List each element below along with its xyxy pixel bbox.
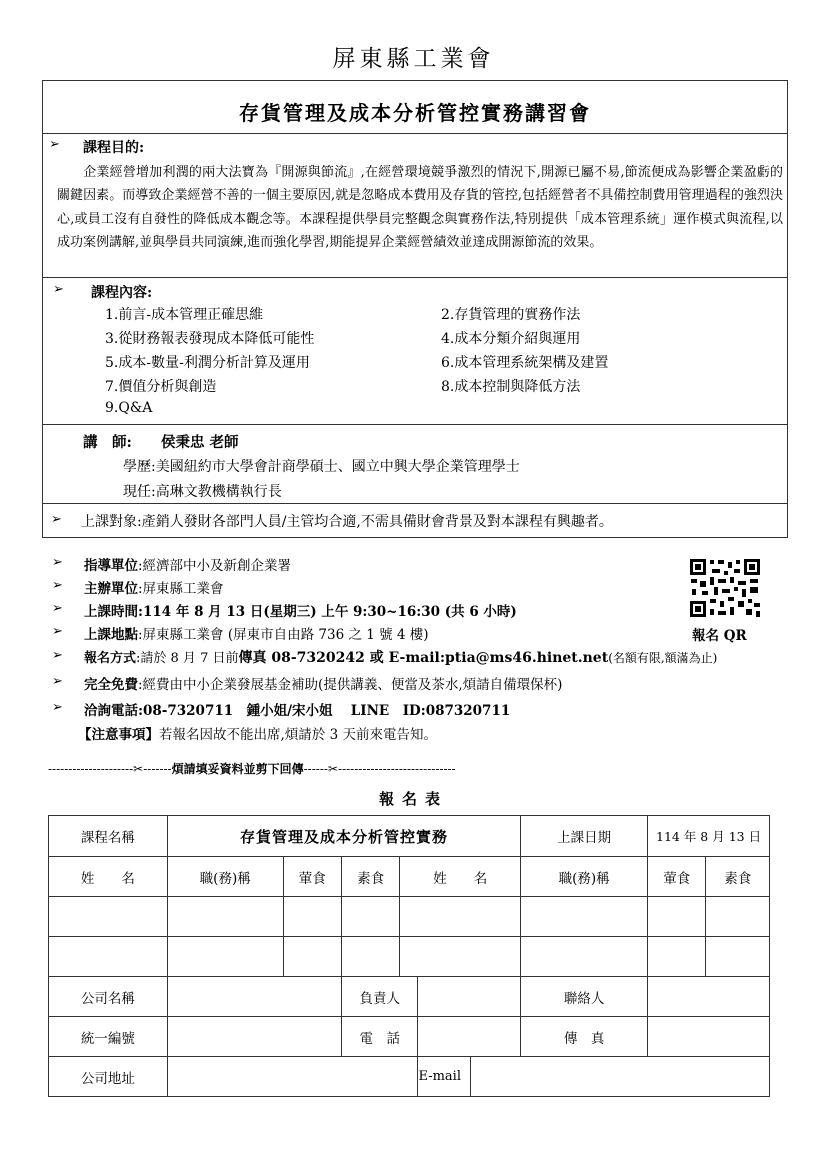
- arrow-bullet-icon: ➢: [52, 555, 63, 570]
- veg-field[interactable]: [706, 897, 770, 937]
- name-header: 姓 名: [49, 857, 168, 897]
- content-item: 6.成本管理系統架構及建置: [441, 355, 609, 371]
- position-header: 職(務)稱: [167, 857, 283, 897]
- name-field[interactable]: [49, 937, 168, 977]
- qr-caption: 報名 QR: [692, 628, 747, 644]
- content-item: 8.成本控制與降低方法: [441, 379, 581, 395]
- veg-field[interactable]: [341, 937, 399, 977]
- class-date-value: 114 年 8 月 13 日: [648, 816, 770, 857]
- class-time: 上課時間:114 年 8 月 13 日(星期三) 上午 9:30~16:30 (共 6 小時): [84, 604, 517, 620]
- owner-field[interactable]: [418, 977, 521, 1017]
- phone-field[interactable]: [418, 1017, 521, 1057]
- guide-unit: 指導單位:經濟部中小及新創企業署: [84, 558, 292, 574]
- cut-line: ---------------------✂-------煩請填妥資料並剪下回傳------✂-----------------------------: [48, 762, 456, 776]
- instructor-name: 侯秉忠 老師: [161, 434, 239, 451]
- veg-field[interactable]: [706, 937, 770, 977]
- name-field[interactable]: [400, 937, 521, 977]
- name-field[interactable]: [49, 897, 168, 937]
- arrow-bullet-icon: ➢: [52, 578, 63, 593]
- course-info-box: [42, 80, 788, 538]
- instructor-education: 學歷:美國紐約市大學會計商學碩士、國立中興大學企業管理學士: [123, 459, 520, 475]
- contact-person-label: 聯絡人: [521, 977, 648, 1017]
- arrow-bullet-icon: ➢: [52, 601, 63, 616]
- owner-label: 負責人: [341, 977, 418, 1017]
- class-location: 上課地點:屏東縣工業會 (屏東市自由路 736 之 1 號 4 樓): [84, 627, 429, 643]
- contact-person-field[interactable]: [648, 977, 770, 1017]
- tax-id-field[interactable]: [167, 1017, 341, 1057]
- arrow-bullet-icon: ➢: [52, 648, 63, 663]
- arrow-bullet-icon: ➢: [49, 137, 60, 152]
- signup-method: 報名方式:請於 8 月 7 日前傳真 08-7320242 或 E-mail:ptia@ms46.hinet.net(名額有限,額滿為止): [84, 650, 718, 666]
- divider: [43, 503, 787, 504]
- class-date-label: 上課日期: [521, 816, 648, 857]
- company-address-field[interactable]: [167, 1057, 418, 1097]
- position-header: 職(務)稱: [521, 857, 648, 897]
- registration-form: [48, 815, 770, 1097]
- meat-field[interactable]: [283, 897, 341, 937]
- divider: [43, 424, 787, 425]
- table-row: [49, 937, 770, 977]
- fax-label: 傳 真: [521, 1017, 648, 1057]
- position-field[interactable]: [167, 937, 283, 977]
- arrow-bullet-icon: ➢: [52, 624, 63, 639]
- content-heading: 課程內容:: [91, 285, 153, 301]
- position-field[interactable]: [521, 897, 648, 937]
- host-unit: 主辦單位:屏東縣工業會: [84, 581, 224, 597]
- name-field[interactable]: [400, 897, 521, 937]
- arrow-bullet-icon: ➢: [52, 700, 63, 715]
- arrow-bullet-icon: ➢: [52, 674, 63, 689]
- form-title: 報名表: [378, 790, 448, 808]
- meat-header: 葷食: [648, 857, 706, 897]
- table-row: [49, 897, 770, 937]
- divider: [43, 277, 787, 278]
- signup-qr-code-icon[interactable]: [688, 557, 762, 619]
- company-name-label: 公司名稱: [49, 977, 168, 1017]
- divider: [43, 133, 787, 134]
- meat-header: 葷食: [283, 857, 341, 897]
- instructor-current: 現任:高琳文教機構執行長: [123, 484, 282, 500]
- name-header: 姓 名: [400, 857, 521, 897]
- fax-field[interactable]: [648, 1017, 770, 1057]
- meat-field[interactable]: [648, 897, 706, 937]
- company-address-label: 公司地址: [49, 1057, 168, 1097]
- scissors-icon: ✂: [327, 762, 339, 776]
- phone-label: 電 話: [341, 1017, 418, 1057]
- content-item: 2.存貨管理的實務作法: [441, 307, 581, 323]
- purpose-heading: 課程目的:: [83, 140, 145, 156]
- notice: 【注意事項】若報名因故不能出席,煩請於 3 天前來電告知。: [78, 727, 437, 743]
- free-note: 完全免費:經費由中小企業發展基金補助(提供講義、便當及茶水,煩請自備環保杯): [84, 677, 563, 693]
- course-title: 存貨管理及成本分析管控實務講習會: [239, 101, 591, 125]
- audience-text: 上課對象:產銷人發財各部門人員/主管均合適,不需具備財會背景及對本課程有興趣者。: [81, 514, 613, 530]
- content-item: 7.價值分析與創造: [105, 379, 217, 395]
- tax-id-label: 統一編號: [49, 1017, 168, 1057]
- arrow-bullet-icon: ➢: [53, 282, 64, 297]
- email-label: E-mail: [418, 1057, 470, 1097]
- course-name-label: 課程名稱: [49, 816, 168, 857]
- content-item: 4.成本分類介紹與運用: [441, 331, 581, 347]
- organization-name: 屏東縣工業會: [332, 46, 495, 72]
- purpose-paragraph: 企業經營增加利潤的兩大法寶為『開源與節流』,在經營環境競爭激烈的情況下,開源已屬不易,節流便成為影響企業盈虧的關鍵因素。而導致企業經營不善的一個主要原因,就是忽略成本費用及存貨的管控,包括經營者不具備控制費用管理過程的強烈決心,或員工沒有自發性的降低成本觀念等。本課程提供學員完整觀念與實務作法,特別提供「成本管理系統」運作模式與流程,以成功案例講解,並與學員共同演練,進而強化學習,期能提昇企業經營績效並達成開源節流的效果。: [57, 165, 783, 250]
- contact-phone: 洽詢電話:08-7320711 鍾小姐/宋小姐 LINE ID:087320711: [84, 703, 511, 719]
- content-item: 5.成本-數量-利潤分析計算及運用: [105, 355, 310, 371]
- content-item: 3.從財務報表發現成本降低可能性: [105, 331, 315, 347]
- email-field[interactable]: [470, 1057, 769, 1097]
- veg-header: 素食: [341, 857, 399, 897]
- meat-field[interactable]: [283, 937, 341, 977]
- meat-field[interactable]: [648, 937, 706, 977]
- course-name-value: 存貨管理及成本分析管控實務: [167, 816, 520, 857]
- veg-field[interactable]: [341, 897, 399, 937]
- company-name-field[interactable]: [167, 977, 341, 1017]
- position-field[interactable]: [521, 937, 648, 977]
- instructor-label: 講 師:: [83, 434, 132, 451]
- veg-header: 素食: [706, 857, 770, 897]
- position-field[interactable]: [167, 897, 283, 937]
- arrow-bullet-icon: ➢: [51, 512, 62, 527]
- content-item: 1.前言-成本管理正確思維: [105, 307, 264, 323]
- content-item: 9.Q&A: [105, 400, 153, 416]
- scissors-icon: ✂: [133, 762, 144, 776]
